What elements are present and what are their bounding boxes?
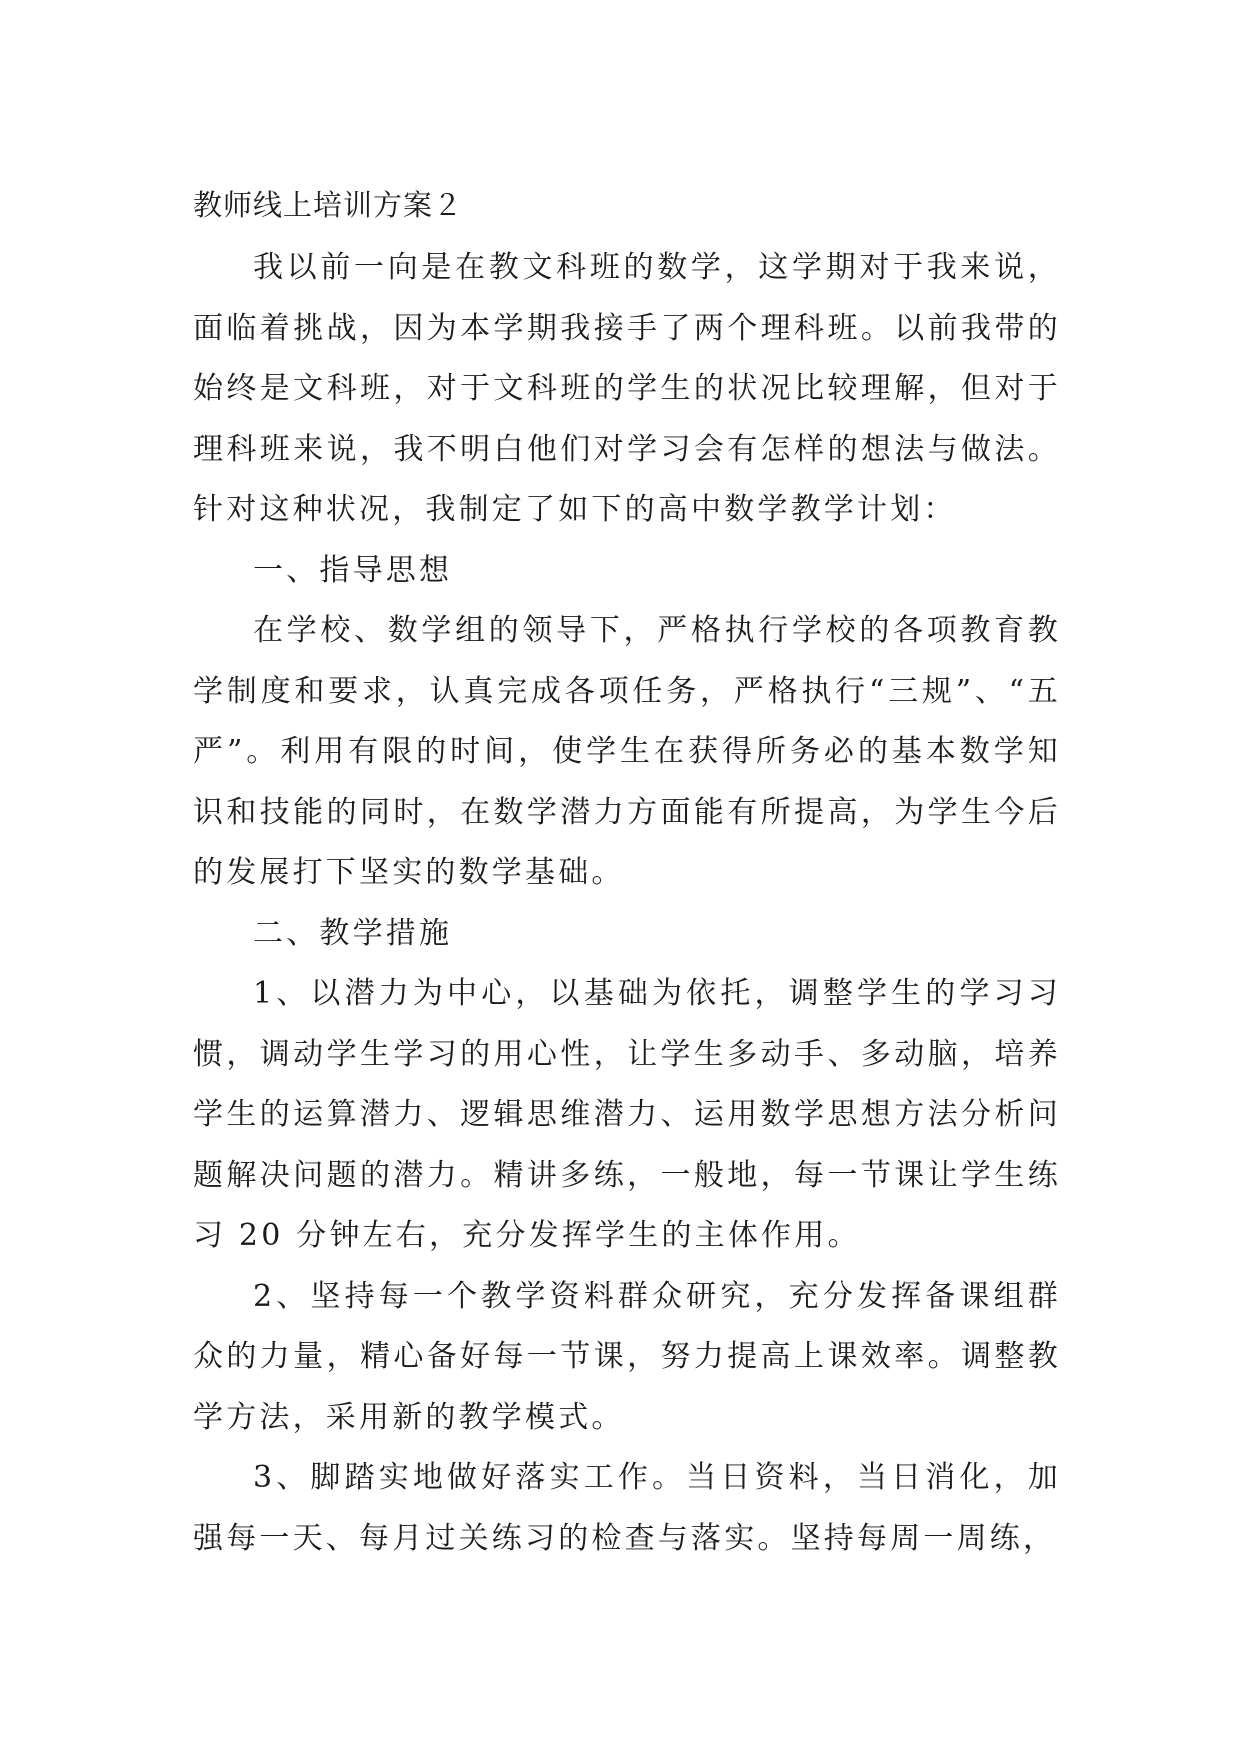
teaching-measure-item-1: 1、以潜力为中心，以基础为依托，调整学生的学习习惯，调动学生学习的用心性，让学生多动手、多动脑，培养学生的运算潜力、逻辑思维潜力、运用数学思想方法分析问题解决问题的潜力。精讲多练，一般地，每一节课让学生练习 20 分钟左右，充分发挥学生的主体作用。 <box>193 976 1061 1253</box>
document-title: 教师线上培训方案２ <box>193 188 464 222</box>
document-body <box>193 184 1061 1569</box>
teaching-measure-item-3: 3、脚踏实地做好落实工作。当日资料，当日消化，加强每一天、每月过关练习的检查与落实。坚持每周一周练， <box>193 1460 1061 1556</box>
section-heading-teaching-measures: 二、教学措施 <box>253 915 453 951</box>
section-heading-guiding-ideology: 一、指导思想 <box>253 552 453 588</box>
teaching-measure-item-2: 2、坚持每一个教学资料群众研究，充分发挥备课组群众的力量，精心备好每一节课，努力提高上课效率。调整教学方法，采用新的教学模式。 <box>193 1278 1061 1435</box>
intro-paragraph: 我以前一向是在教文科班的数学，这学期对于我来说，面临着挑战，因为本学期我接手了两个理科班。以前我带的始终是文科班，对于文科班的学生的状况比较理解，但对于理科班来说，我不明白他们对学习会有怎样的想法与做法。针对这种状况，我制定了如下的高中数学教学计划： <box>193 250 1061 527</box>
guiding-ideology-paragraph: 在学校、数学组的领导下，严格执行学校的各项教育教学制度和要求，认真完成各项任务，严格执行“三规”、“五严”。利用有限的时间，使学生在获得所务必的基本数学知识和技能的同时，在数学潜力方面能有所提高，为学生今后的发展打下坚实的数学基础。 <box>193 613 1061 890</box>
